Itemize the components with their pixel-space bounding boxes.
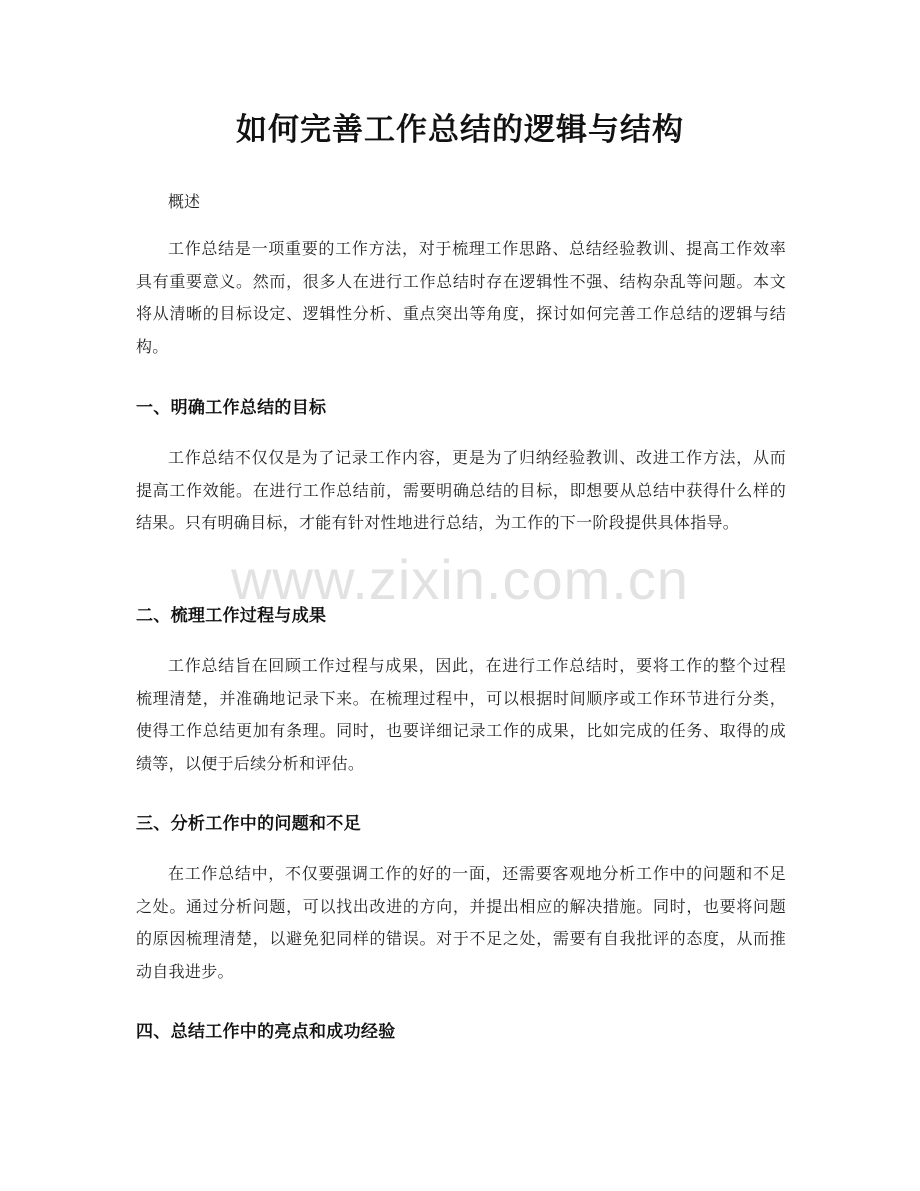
section-heading-3: 三、分析工作中的问题和不足 [136, 814, 361, 834]
intro-paragraph: 工作总结是一项重要的工作方法，对于梳理工作思路、总结经验教训、提高工作效率具有重要意义。然而，很多人在进行工作总结时存在逻辑性不强、结构杂乱等问题。本文将从清晰的目标设定、逻辑性分析、重点突出等角度，探讨如何完善工作总结的逻辑与结构。 [136, 239, 786, 356]
section-body-1: 工作总结不仅仅是为了记录工作内容，更是为了归纳经验教训、改进工作方法，从而提高工作效能。在进行工作总结前，需要明确总结的目标，即想要从总结中获得什么样的结果。只有明确目标，才能有针对性地进行总结，为工作的下一阶段提供具体指导。 [136, 448, 786, 532]
overview-label: 概述 [168, 192, 201, 211]
watermark-text: www.zixin.com.cn [231, 548, 689, 611]
section-body-2: 工作总结旨在回顾工作过程与成果，因此，在进行工作总结时，要将工作的整个过程梳理清楚，并准确地记录下来。在梳理过程中，可以根据时间顺序或工作环节进行分类，使得工作总结更加有条理。同时，也要详细记录工作的成果，比如完成的任务、取得的成绩等，以便于后续分析和评估。 [136, 656, 786, 773]
section-body-3: 在工作总结中，不仅要强调工作的好的一面，还需要客观地分析工作中的问题和不足之处。通过分析问题，可以找出改进的方向，并提出相应的解决措施。同时，也要将问题的原因梳理清楚，以避免犯同样的错误。对于不足之处，需要有自我批评的态度，从而推动自我进步。 [136, 864, 786, 981]
section-heading-1: 一、明确工作总结的目标 [136, 398, 327, 418]
section-heading-2: 二、梳理工作过程与成果 [136, 606, 327, 626]
section-heading-4: 四、总结工作中的亮点和成功经验 [136, 1022, 396, 1042]
document-title: 如何完善工作总结的逻辑与结构 [236, 112, 684, 148]
